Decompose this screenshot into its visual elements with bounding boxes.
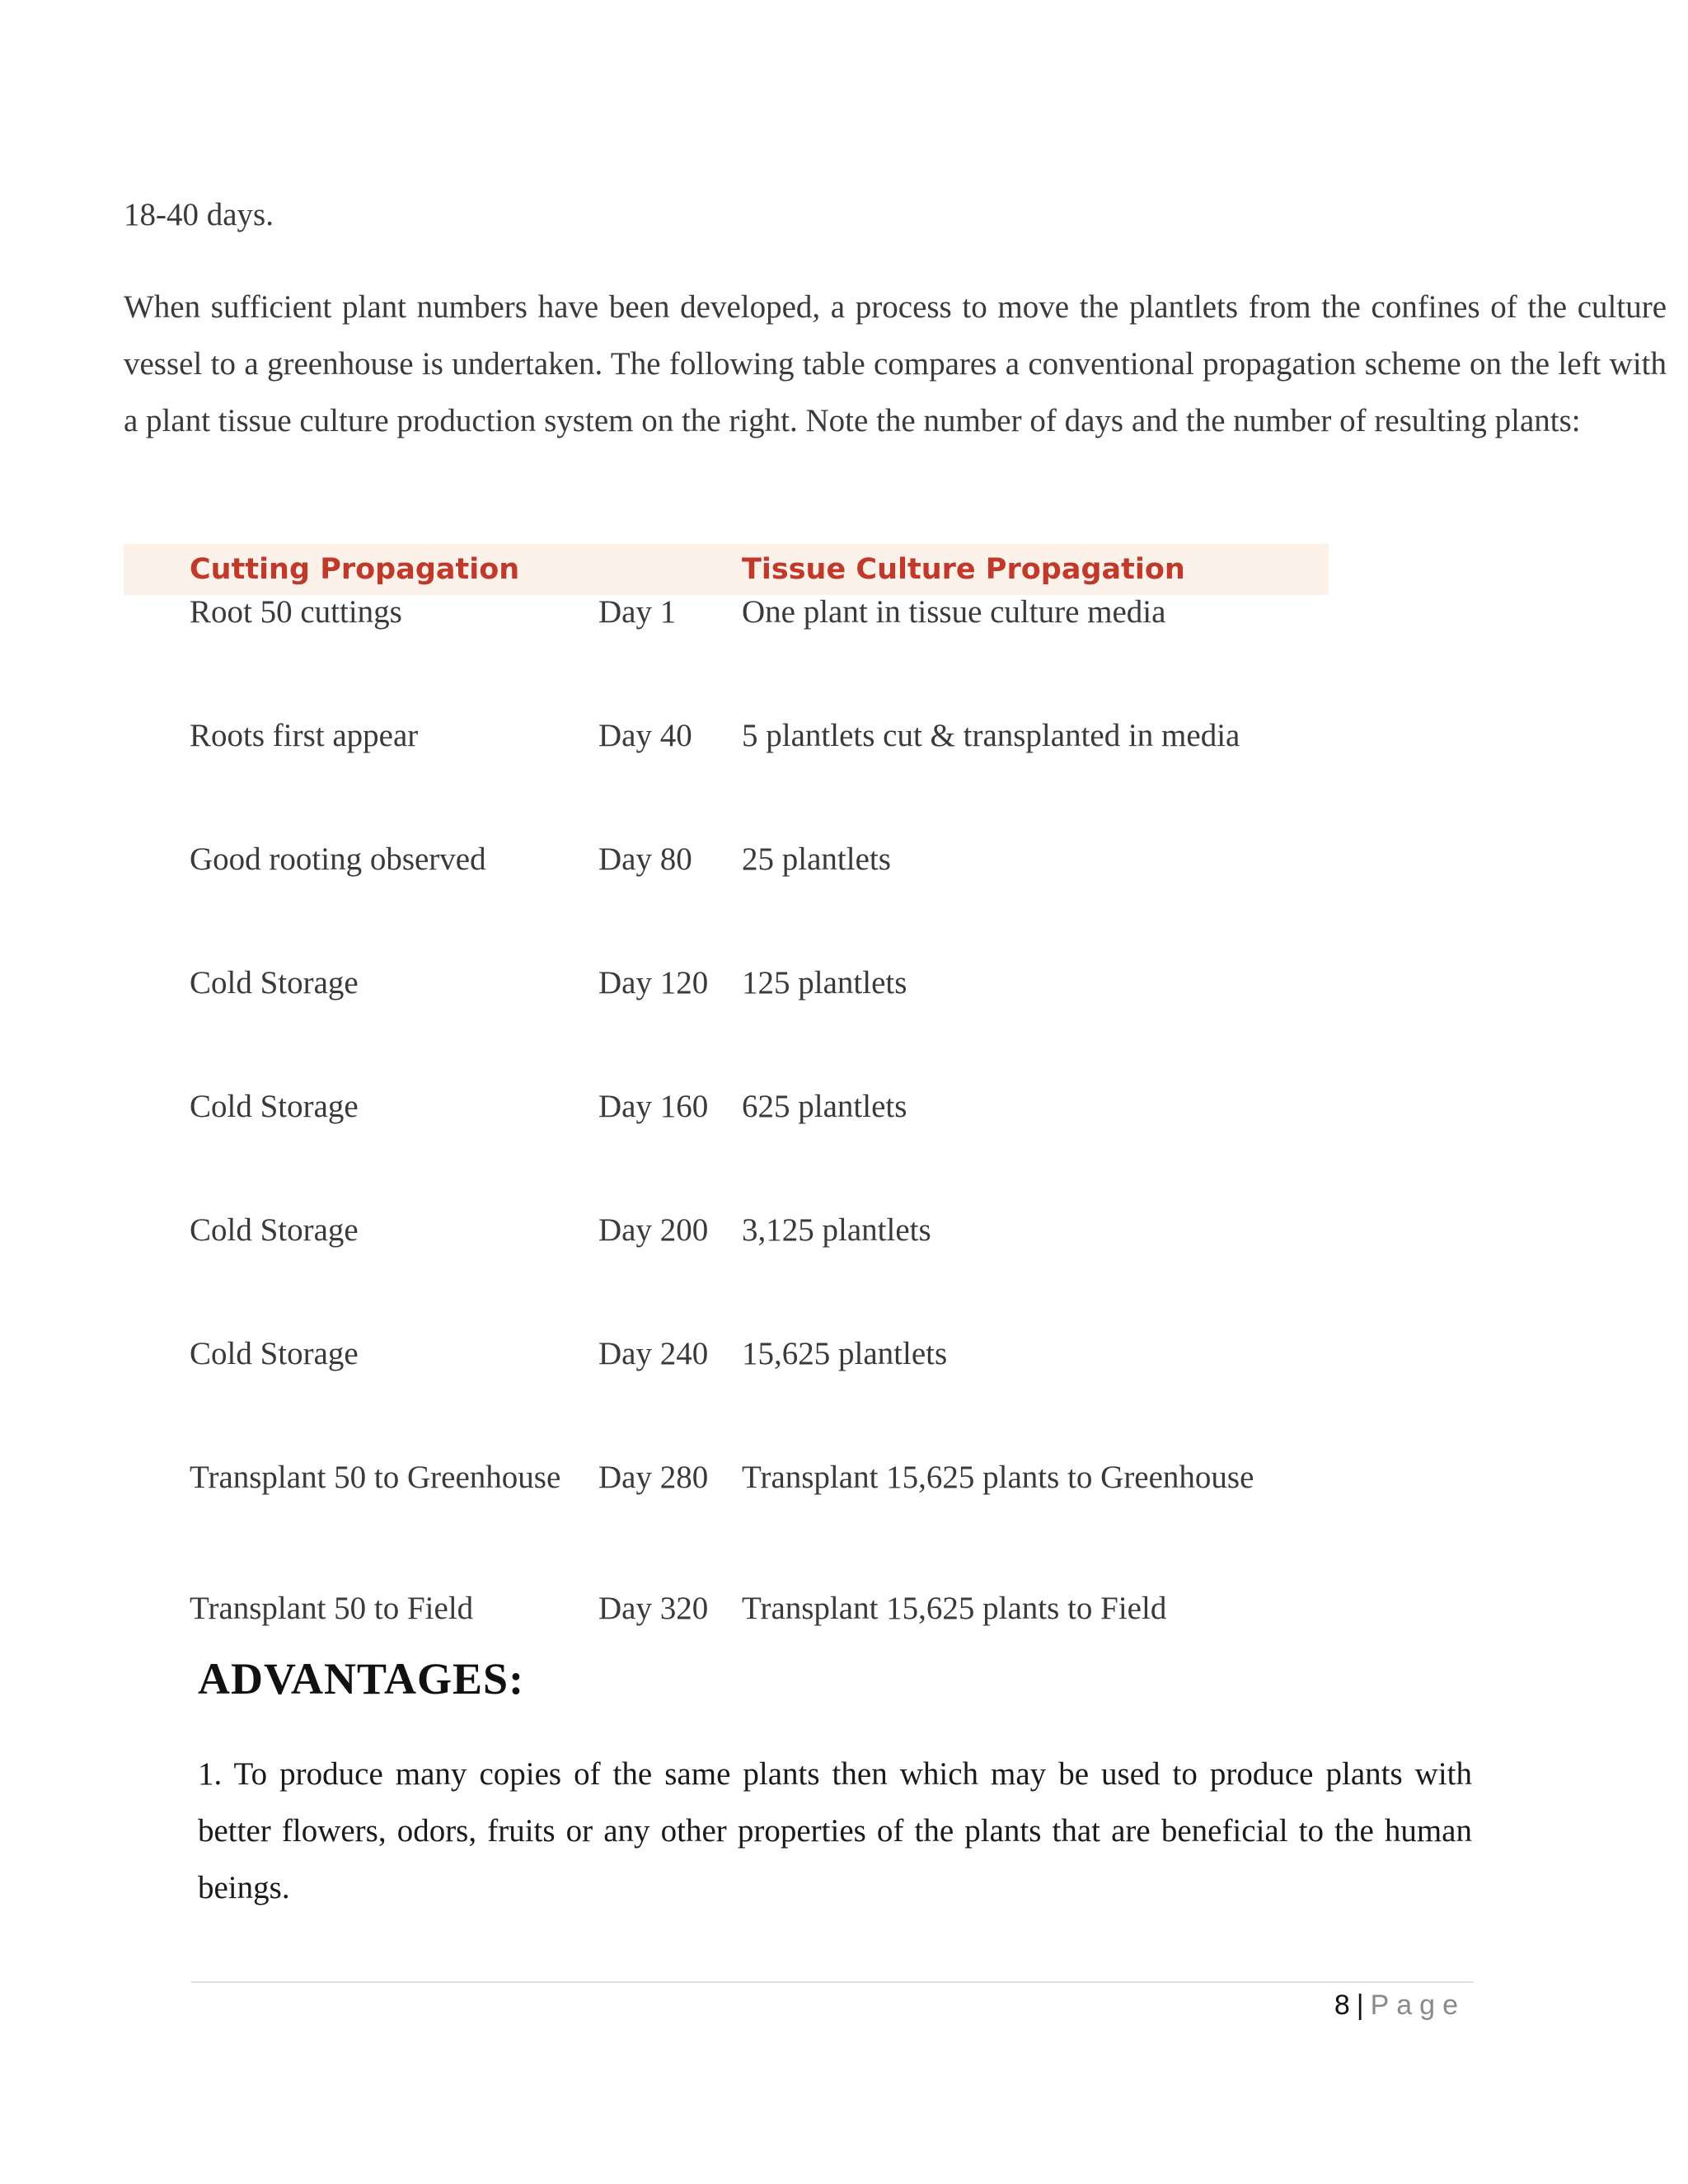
tissue-cell: 5 plantlets cut & transplanted in media (742, 718, 1240, 753)
day-cell: Day 320 (598, 1591, 709, 1626)
page-label: Page (1370, 1990, 1465, 2021)
cutting-cell: Cold Storage (190, 1336, 359, 1371)
tissue-cell: 625 plantlets (742, 1089, 907, 1124)
advantage-item: 1. To produce many copies of the same plants then which may be used to produce plants with better flowers, odors, fruits or any other properties of the plants that are beneficial to the human beings. (198, 1756, 1472, 1905)
comparison-table-header (124, 544, 1329, 595)
tissue-cell: 25 plantlets (742, 841, 891, 877)
day-cell: Day 280 (598, 1460, 709, 1495)
header-cutting-propagation: Cutting Propagation (190, 553, 520, 586)
page-footer (1334, 1986, 1465, 2024)
day-cell: Day 120 (598, 965, 709, 1001)
table-row (0, 963, 1688, 1012)
table-row (0, 839, 1688, 888)
cutting-cell: Cold Storage (190, 1212, 359, 1248)
table-row (0, 592, 1688, 641)
cutting-cell: Cold Storage (190, 1089, 359, 1124)
tissue-cell: Transplant 15,625 plants to Greenhouse (742, 1460, 1254, 1495)
day-cell: Day 80 (598, 841, 692, 877)
intro-paragraph: When sufficient plant numbers have been developed, a process to move the plantlets from the confines of the culture vessel to a greenhouse is undertaken. The following table compares a conventional propagation scheme on the left with a plant tissue culture production system on the right. Note the number of days and the number of resulting plants: (124, 289, 1667, 438)
day-cell: Day 160 (598, 1089, 709, 1124)
table-row (0, 1333, 1688, 1383)
cutting-cell: Cold Storage (190, 965, 359, 1001)
day-cell: Day 40 (598, 718, 692, 753)
footer-divider (191, 1981, 1474, 1983)
cutting-cell: Root 50 cuttings (190, 594, 402, 630)
table-row (0, 1457, 1688, 1507)
day-cell: Day 1 (598, 594, 677, 630)
day-cell: Day 240 (598, 1336, 709, 1371)
cutting-cell: Transplant 50 to Greenhouse (190, 1460, 561, 1495)
footer-separator: | (1356, 1990, 1364, 2021)
header-tissue-culture-propagation: Tissue Culture Propagation (742, 553, 1185, 586)
table-row (0, 715, 1688, 765)
cutting-cell: Transplant 50 to Field (190, 1591, 474, 1626)
table-row (0, 1086, 1688, 1136)
table-row (0, 1210, 1688, 1259)
page-number: 8 (1334, 1990, 1350, 2021)
tissue-cell: 15,625 plantlets (742, 1336, 948, 1371)
tissue-cell: One plant in tissue culture media (742, 594, 1166, 630)
tissue-cell: 125 plantlets (742, 965, 907, 1001)
tissue-cell: Transplant 15,625 plants to Field (742, 1591, 1167, 1626)
intro-line: 18-40 days. (124, 197, 274, 232)
tissue-cell: 3,125 plantlets (742, 1212, 931, 1248)
day-cell: Day 200 (598, 1212, 709, 1248)
table-row (0, 1588, 1688, 1638)
cutting-cell: Roots first appear (190, 718, 419, 753)
advantages-heading: ADVANTAGES: (198, 1654, 525, 1704)
cutting-cell: Good rooting observed (190, 841, 486, 877)
